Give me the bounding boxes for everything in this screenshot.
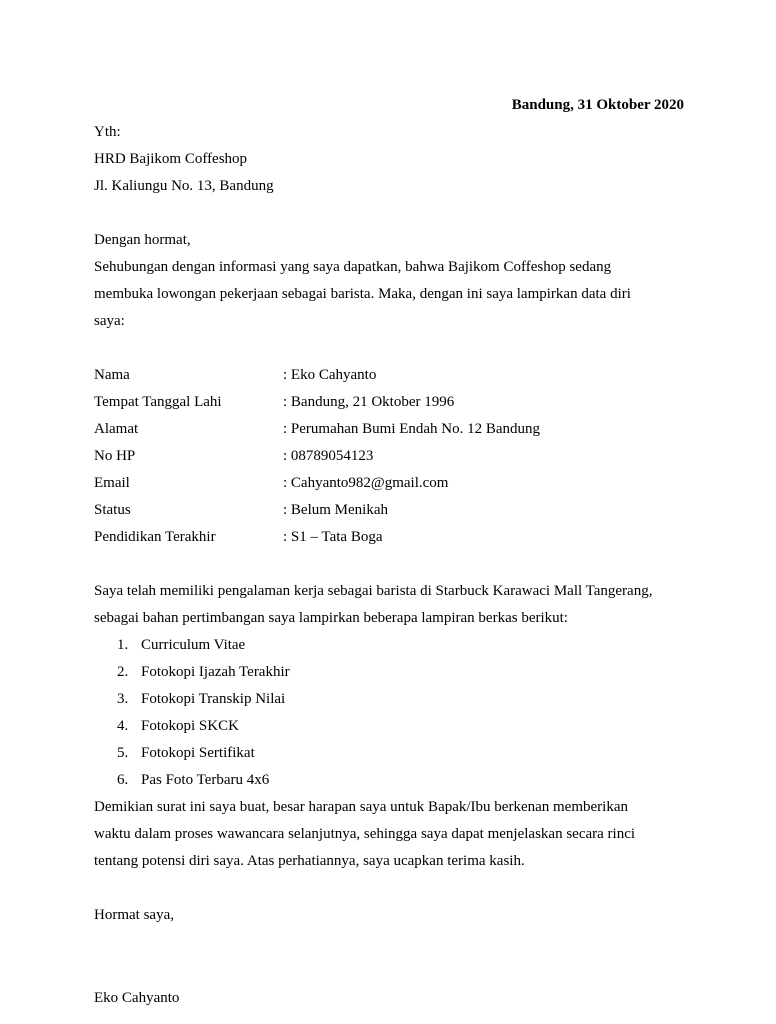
closing-line-2: waktu dalam proses wawancara selanjutnya, sehingga saya dapat menjelaskan secara rinci bbox=[94, 826, 636, 842]
attachment-number: 5. bbox=[117, 745, 129, 761]
data-label-education: Pendidikan Terakhir bbox=[94, 529, 216, 545]
data-value-name: : Eko Cahyanto bbox=[283, 367, 377, 383]
attachment-number: 2. bbox=[117, 664, 129, 680]
attachment-item: Fotokopi SKCK bbox=[141, 718, 239, 734]
intro-line-3: saya: bbox=[94, 313, 125, 329]
attachment-item: Fotokopi Transkip Nilai bbox=[141, 691, 286, 707]
data-label-birth: Tempat Tanggal Lahi bbox=[94, 394, 222, 410]
closing-line-1: Demikian surat ini saya buat, besar harapan saya untuk Bapak/Ibu berkenan memberikan bbox=[94, 799, 628, 815]
data-value-status: : Belum Menikah bbox=[283, 502, 388, 518]
data-label-name: Nama bbox=[94, 367, 130, 383]
recipient-address: Jl. Kaliungu No. 13, Bandung bbox=[94, 178, 274, 194]
data-label-status: Status bbox=[94, 502, 131, 518]
data-label-phone: No HP bbox=[94, 448, 136, 464]
recipient-salutation: Yth: bbox=[94, 124, 121, 140]
data-value-address: : Perumahan Bumi Endah No. 12 Bandung bbox=[283, 421, 541, 437]
data-value-email: : Cahyanto982@gmail.com bbox=[283, 475, 449, 491]
attachment-number: 3. bbox=[117, 691, 129, 707]
attachment-item: Pas Foto Terbaru 4x6 bbox=[141, 772, 270, 788]
attachment-item: Fotokopi Ijazah Terakhir bbox=[141, 664, 290, 680]
experience-line-1: Saya telah memiliki pengalaman kerja sebagai barista di Starbuck Karawaci Mall Tangerang, bbox=[94, 583, 653, 599]
attachment-number: 4. bbox=[117, 718, 129, 734]
experience-line-2: sebagai bahan pertimbangan saya lampirkan beberapa lampiran berkas berikut: bbox=[94, 610, 568, 626]
regards-text: Hormat saya, bbox=[94, 907, 174, 923]
opening-greeting: Dengan hormat, bbox=[94, 232, 191, 248]
attachment-item: Curriculum Vitae bbox=[141, 637, 246, 653]
signature-name: Eko Cahyanto bbox=[94, 990, 180, 1006]
data-label-address: Alamat bbox=[94, 421, 139, 437]
data-value-phone: : 08789054123 bbox=[283, 448, 374, 464]
data-label-email: Email bbox=[94, 475, 130, 491]
data-value-birth: : Bandung, 21 Oktober 1996 bbox=[283, 394, 455, 410]
letter-date: Bandung, 31 Oktober 2020 bbox=[511, 97, 684, 113]
attachment-number: 1. bbox=[117, 637, 129, 653]
intro-line-1: Sehubungan dengan informasi yang saya dapatkan, bahwa Bajikom Coffeshop sedang bbox=[94, 259, 612, 275]
data-value-education: : S1 – Tata Boga bbox=[283, 529, 383, 545]
attachment-number: 6. bbox=[117, 772, 129, 788]
attachment-item: Fotokopi Sertifikat bbox=[141, 745, 255, 761]
intro-line-2: membuka lowongan pekerjaan sebagai barista. Maka, dengan ini saya lampirkan data diri bbox=[94, 286, 631, 302]
closing-line-3: tentang potensi diri saya. Atas perhatiannya, saya ucapkan terima kasih. bbox=[94, 853, 525, 869]
recipient-name: HRD Bajikom Coffeshop bbox=[94, 151, 248, 167]
